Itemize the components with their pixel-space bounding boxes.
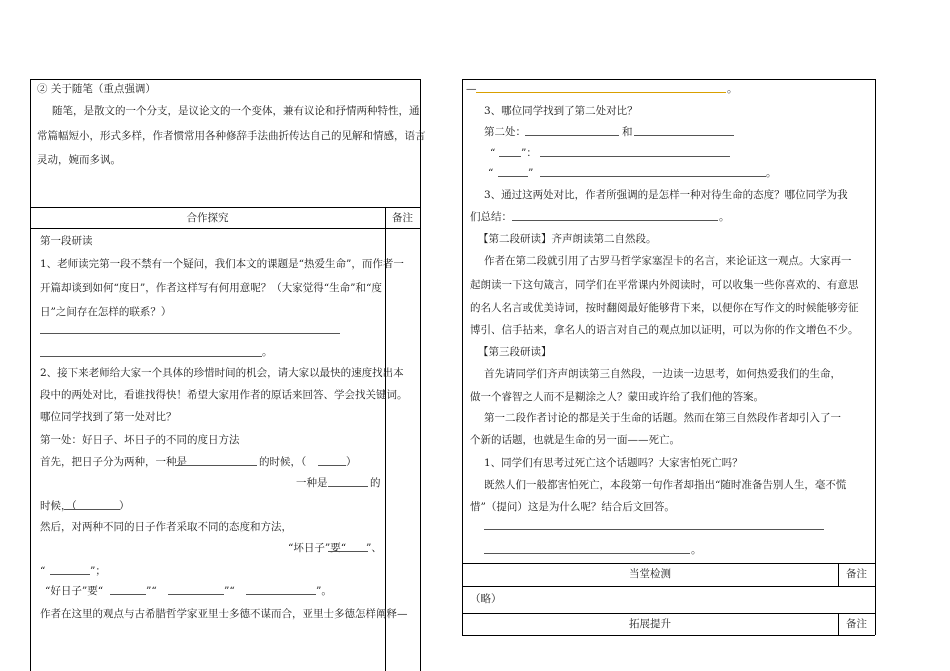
extension-header: 拓展提升 <box>629 618 671 630</box>
omitted-note: （略） <box>470 593 502 605</box>
fill-blank[interactable] <box>634 135 734 136</box>
time-text: 时候，（ <box>40 500 77 512</box>
summary-end-mark: 。 <box>719 211 730 223</box>
right-table-divider <box>462 563 875 564</box>
question-1-line: 开篇却谈到如何“度日”，作者这样写有何用意呢？（大家觉得“生命”和“度 <box>40 282 382 294</box>
fill-blank[interactable] <box>328 486 368 487</box>
essay-text-line: 常篇幅短小，形式多样，作者惯常用各种修辞手法曲折传达自己的见解和情感，语言 <box>37 130 426 142</box>
question-3b-line: 3、通过这两处对比，作者所强调的是怎样一种对待生命的态度？哪位同学为我 <box>484 189 848 201</box>
right-table-left-border <box>462 79 463 635</box>
top-dash: — <box>466 83 477 95</box>
good-day-text: ”“ <box>224 585 235 597</box>
fill-blank[interactable] <box>525 135 619 136</box>
bad-day-text: “坏日子”要“ <box>288 542 347 554</box>
first-contrast-label: 第一处：好日子、坏日子的不同的度日方法 <box>40 434 240 446</box>
fill-blank[interactable] <box>318 465 346 466</box>
good-day-text: “好日子”要“ <box>45 585 104 597</box>
right-table-bottom-border <box>462 635 875 636</box>
remarks-label: 备注 <box>846 568 867 580</box>
question-1-line: 日”之间存在怎样的联系？） <box>40 306 172 318</box>
essay-heading: ② 关于随笔（重点强调） <box>37 83 156 95</box>
quote-mark: “ <box>490 147 496 159</box>
left-table-left-border <box>30 79 31 671</box>
bad-day-text: ”、 <box>366 542 382 554</box>
para3-line: 首先请同学们齐声朗读第三自然段，一边读一边思考，如何热爱我们的生命， <box>484 368 841 380</box>
fill-blank[interactable] <box>540 176 766 177</box>
fill-blank[interactable] <box>110 594 146 595</box>
question-1-line: 1、老师读完第一段不禁有一个疑问，我们本文的课题是“热爱生命”，而作者一 <box>40 258 404 270</box>
top-end-mark: 。 <box>727 83 738 95</box>
good-day-text: ”。 <box>316 585 332 597</box>
fill-blank[interactable] <box>328 551 368 552</box>
question-2-line: 2、接下来老师给大家一个具体的珍惜时间的机会，请大家以最快的速度找出本 <box>40 367 404 379</box>
first-divide-text: 的时候，（ <box>259 456 307 468</box>
answer-blank[interactable] <box>484 529 824 530</box>
fill-blank[interactable] <box>540 156 730 157</box>
fill-blank[interactable] <box>175 465 257 466</box>
left-table-top-border <box>30 79 420 80</box>
fill-blank[interactable] <box>498 176 528 177</box>
aristotle-line: 作者在这里的观点与古希腊哲学家亚里士多德不谋而合，亚里士多德怎样阐释— <box>40 608 408 620</box>
cooperative-inquiry-header: 合作探究 <box>186 212 229 224</box>
para2-line: 的名人名言或优美诗词，按时翻阅最好能够背下来，以便你在写作文的时候能够旁征 <box>470 302 859 314</box>
remarks-label: 备注 <box>846 618 867 630</box>
first-divide-text: 首先，把日子分为两种，一种是 <box>40 456 187 468</box>
para2-line: 起朗读一下这句箴言，同学们在平常课内外阅读时，可以收集一些你喜欢的、有意思 <box>470 279 859 291</box>
para3-line: 做一个睿智之人而不是糊涂之人？蒙田或许给了我们他的答案。 <box>470 391 764 403</box>
good-day-text: ”“ <box>146 585 157 597</box>
left-table-divider <box>30 207 420 208</box>
period-mark: 。 <box>766 167 777 179</box>
remarks-label: 备注 <box>392 212 413 224</box>
question-3: 3、哪位同学找到了第二处对比？ <box>484 105 638 117</box>
fill-blank[interactable] <box>246 594 316 595</box>
left-table-divider <box>30 228 420 229</box>
answer-blank[interactable] <box>476 92 726 93</box>
para2-line: 作者在第二段就引用了古罗马哲学家塞涅卡的名言，来论证这一观点。大家再一 <box>484 255 852 267</box>
quote-text: “ <box>40 565 46 577</box>
section1-title: 第一段研读 <box>40 235 93 247</box>
left-table-right-border <box>420 79 421 671</box>
answer-blank[interactable] <box>40 356 262 357</box>
answer-blank[interactable] <box>484 553 690 554</box>
another-kind-text: 的 <box>370 477 381 489</box>
quote-mark: ”： <box>521 147 537 159</box>
answer-blank[interactable] <box>512 220 718 221</box>
right-table-divider <box>462 613 875 614</box>
quote-text: ”； <box>90 565 106 577</box>
quote-mark: “ <box>488 167 494 179</box>
who-found-first-contrast: 哪位同学找到了第一处对比？ <box>40 411 177 423</box>
death-question-line: 惜”（提问）这是为什么呢？结合后文回答。 <box>470 501 675 513</box>
right-table-divider <box>462 586 875 587</box>
fill-blank[interactable] <box>50 574 90 575</box>
answer-end-mark: 。 <box>262 346 273 358</box>
then-line: 然后，对两种不同的日子作者采取不同的态度和方法， <box>40 521 292 533</box>
answer-blank[interactable] <box>40 333 340 334</box>
fill-blank[interactable] <box>499 156 521 157</box>
section3-title: 【第三段研读】 <box>478 346 552 358</box>
fill-blank[interactable] <box>168 594 224 595</box>
right-table-top-border <box>462 79 875 80</box>
para4-line: 第一二段作者讨论的都是关于生命的话题。然而在第三自然段作者却引入了一 <box>484 412 841 424</box>
death-question: 1、同学们有思考过死亡这个话题吗？大家害怕死亡吗？ <box>484 457 743 469</box>
quote-mark: ” <box>528 167 534 179</box>
essay-text-line: 随笔，是散文的一个分支，是议论文的一个变体，兼有议论和抒情两种特性，通 <box>52 105 420 117</box>
left-remarks-column-border <box>385 207 386 671</box>
essay-text-line: 灵动，婉而多讽。 <box>37 154 121 166</box>
another-kind-text: 一种是 <box>296 477 328 489</box>
section2-title: 【第二段研读】齐声朗读第二自然段。 <box>478 233 657 245</box>
in-class-test-header: 当堂检测 <box>629 568 671 580</box>
question-3b-line: 们总结： <box>470 211 512 223</box>
time-text: ） <box>119 500 130 512</box>
first-divide-text: ） <box>346 456 357 468</box>
answer-end-mark: 。 <box>691 544 702 556</box>
para4-line: 个新的话题，也就是生命的另一面——死亡。 <box>470 434 680 446</box>
para2-line: 博引、信手拈来，拿名人的语言对自己的观点加以证明，可以为你的作文增色不少。 <box>470 324 859 336</box>
right-table-right-border <box>875 79 876 635</box>
and-label: 和 <box>622 126 633 138</box>
fill-blank[interactable] <box>64 509 120 510</box>
second-contrast-label: 第二处： <box>484 126 526 138</box>
question-2-line: 段中的两处对比，看谁找得快！希望大家用作者的原话来回答、学会找关键词。 <box>40 389 408 401</box>
death-question-line: 既然人们一般都害怕死亡，本段第一句作者却指出“随时准备告别人生，毫不慌 <box>484 479 847 491</box>
